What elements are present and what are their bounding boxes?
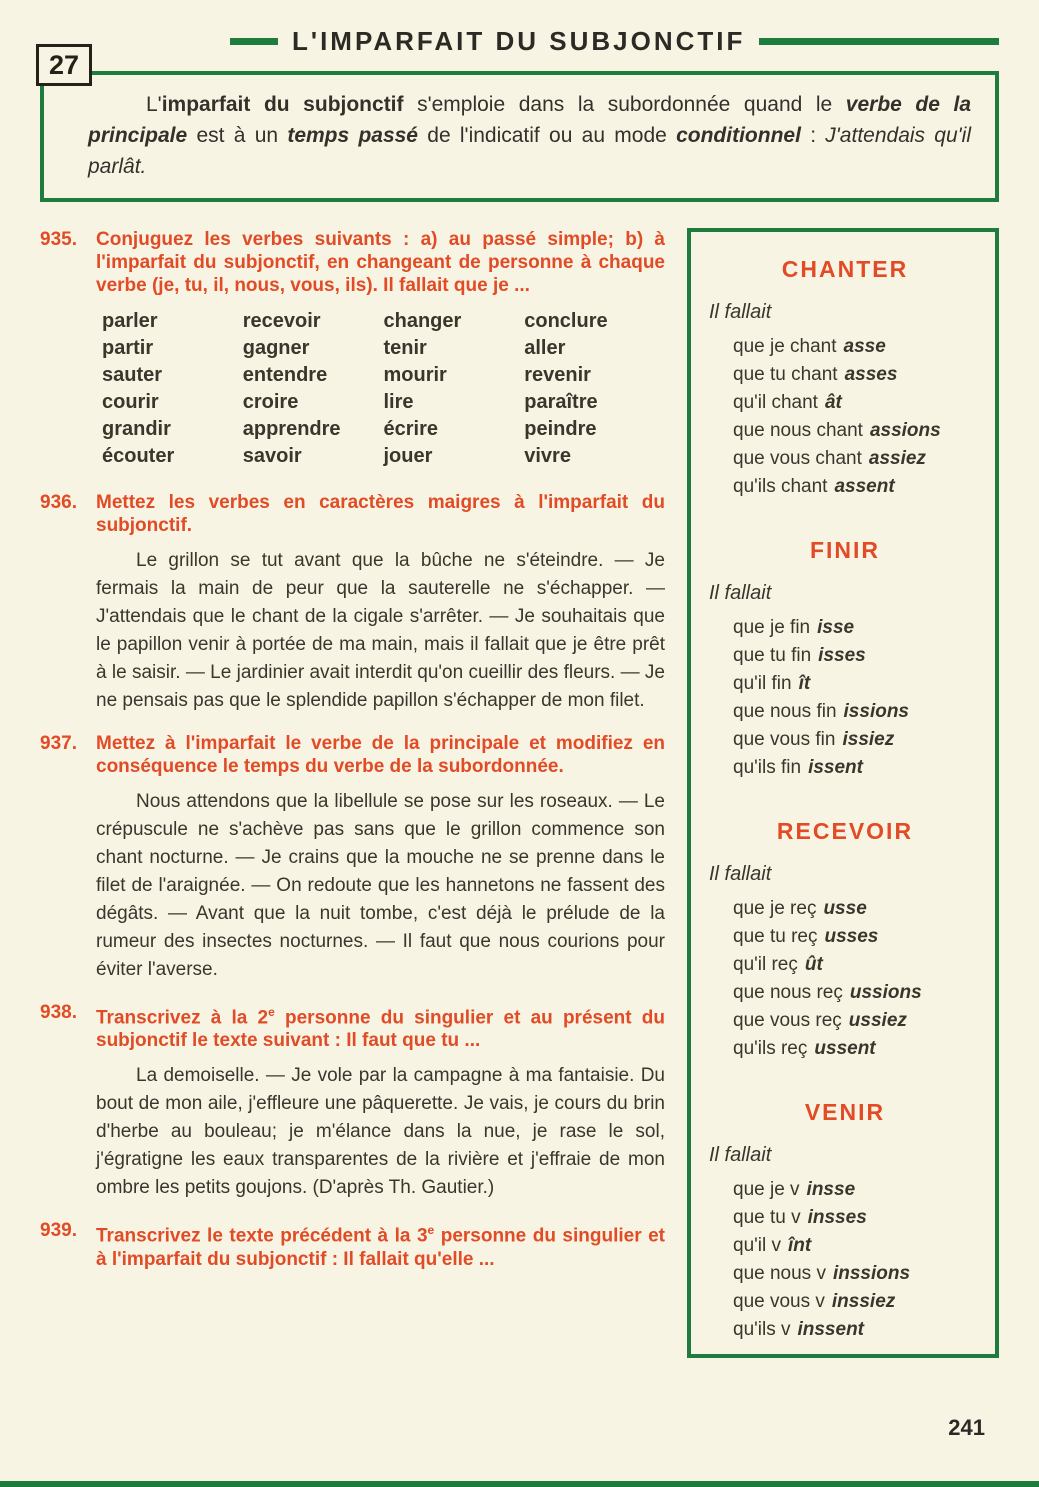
conjugation-stem: que nous v: [733, 1263, 826, 1284]
conjugation-title: FINIR: [809, 537, 881, 563]
intro-term: imparfait du subjonctif: [161, 93, 404, 116]
conjugation-stem: que je chant: [733, 336, 837, 357]
conjugation-lead: Il fallait: [709, 301, 772, 323]
conjugation-row: [709, 333, 981, 361]
conjugation-stem: qu'il reç: [733, 954, 798, 975]
conjugation-ending: usse: [823, 898, 867, 919]
conjugation-row: [709, 1260, 981, 1288]
exercise-937: [40, 732, 665, 984]
conjugation-stem: que vous fin: [733, 729, 836, 750]
lesson-rule-text: [88, 89, 971, 182]
exercise-number: 936.: [40, 492, 77, 513]
exercise-body: [96, 732, 665, 984]
conjugation-stem: que nous fin: [733, 701, 837, 722]
conjugation-lead: Il fallait: [709, 863, 772, 885]
conjugation-row: [709, 670, 981, 698]
conjugation-ending: ût: [804, 954, 823, 975]
conjugation-stem: qu'il v: [733, 1235, 781, 1256]
conjugation-stem: que je fin: [733, 617, 811, 638]
conjugation-row: [709, 1007, 981, 1035]
conjugation-stem: qu'ils chant: [733, 476, 828, 497]
conjugation-row: [709, 1035, 981, 1063]
conjugation-stem: que je reç: [733, 898, 817, 919]
verb: lire: [383, 391, 414, 413]
intro-em1: verbe de la principale: [88, 93, 971, 147]
conjugation-row: [709, 1232, 981, 1260]
conjugation-stem: que vous reç: [733, 1010, 842, 1031]
conjugation-row: [709, 698, 981, 726]
title-rule-right: [759, 38, 999, 45]
conjugation-stem: qu'il chant: [733, 392, 818, 413]
conjugation-row: [709, 445, 981, 473]
conjugation-stem: qu'ils fin: [733, 757, 802, 778]
lesson-number: 27: [48, 49, 80, 80]
conjugation-ending: ussions: [849, 982, 922, 1003]
conjugation-stem: que nous reç: [733, 982, 843, 1003]
conjugation-stem: que vous v: [733, 1291, 825, 1312]
exercise-body: [96, 228, 665, 474]
conjugation-row: [709, 614, 981, 642]
conjugation-stem: que tu reç: [733, 926, 818, 947]
exercise-body: [96, 1001, 665, 1202]
conjugation-stem: que je v: [733, 1179, 800, 1200]
conjugation-ending: assent: [834, 476, 895, 497]
exercise-instruction: Mettez les verbes en caractères maigres à l'imparfait du subjonctif.: [96, 492, 665, 536]
conjugation-table-chanter: [709, 256, 981, 501]
exercise-instruction: [96, 1219, 665, 1270]
verb: mourir: [383, 364, 447, 386]
conjugation-row: [709, 923, 981, 951]
ordinal-superscript: e: [268, 1005, 275, 1019]
page-body: [40, 228, 999, 1358]
conjugation-stem: que tu chant: [733, 364, 838, 385]
conjugation-stem: qu'il fin: [733, 673, 792, 694]
verb: parler: [102, 310, 158, 332]
intro-t4: :: [800, 124, 826, 147]
exercise-number: 939.: [40, 1220, 77, 1242]
conjugation-title: RECEVOIR: [776, 818, 914, 844]
verb: grandir: [102, 418, 171, 440]
verb: vivre: [524, 445, 571, 467]
conjugation-ending: ît: [798, 673, 811, 694]
exercise-number: 937.: [40, 733, 77, 754]
exercise-936: [40, 491, 665, 715]
lesson-number-badge: [36, 44, 92, 86]
conjugation-ending: asses: [844, 364, 898, 385]
verb: recevoir: [242, 310, 321, 332]
conjugation-row: [709, 417, 981, 445]
verb: tenir: [383, 337, 427, 359]
verb: courir: [102, 391, 159, 413]
verb: savoir: [242, 445, 302, 467]
conjugation-ending: insse: [806, 1179, 856, 1200]
conjugation-ending: assiez: [868, 448, 926, 469]
instruction-part: Transcrivez le texte précédent à la 3: [96, 1225, 428, 1247]
conjugation-row: [709, 895, 981, 923]
conjugation-title: VENIR: [804, 1099, 886, 1125]
exercises-column: [40, 228, 665, 1288]
bottom-rule: [0, 1481, 1039, 1487]
conjugation-lead: Il fallait: [709, 582, 772, 604]
conjugation-ending: inssiez: [831, 1291, 896, 1312]
verb: jouer: [383, 445, 433, 467]
intro-em3: conditionnel: [676, 124, 801, 147]
instruction-part: personne du singulier et à l'imparfait du subjonctif : Il fallait qu'elle ...: [96, 1225, 666, 1270]
exercise-instruction: Mettez à l'imparfait le verbe de la principale et modifiez en conséquence le temps du verbe de la subordonnée.: [96, 733, 665, 777]
exercise-text: Le grillon se tut avant que la bûche ne s'éteindre. — Je fermais la main de peur que la sauterelle ne s'échapper. — J'attendais que le chant de la cigale s'arrêter. — Je souhaitais que le papillon venir à portée de ma main, mais il fallait que je être prêt à le saisir. — Le jardinier avait interdit qu'on cueillir des fleurs. — Je ne pensais pas que le splendide papillon s'échapper de mon filet.: [96, 550, 665, 711]
ordinal-superscript: e: [427, 1223, 435, 1238]
exercise-text: La demoiselle. — Je vole par la campagne à ma fantaisie. Du bout de mon aile, j'effleure une pâquerette. Je vais, je cours du brin d'herbe au bouleau; je m'élance dans la nue, je rase le sol, j'égratigne les eaux transparentes de la rivière et j'effraie de mon ombre les petits goujons. (D'après Th. Gautier.): [96, 1065, 665, 1199]
conjugation-stem: que nous chant: [733, 420, 863, 441]
exercise-number: 935.: [40, 229, 77, 250]
verb: croire: [242, 391, 299, 413]
conjugation-stem: que vous chant: [733, 448, 862, 469]
conjugation-title: CHANTER: [781, 256, 909, 282]
conjugation-row: [709, 951, 981, 979]
title-rule-left: [230, 38, 278, 45]
conjugation-sidebar: [687, 228, 999, 1358]
verb: écouter: [102, 445, 175, 467]
verb: écrire: [383, 418, 438, 440]
conjugation-row: [709, 726, 981, 754]
conjugation-row: [709, 361, 981, 389]
exercise-number: 938.: [40, 1002, 77, 1023]
conjugation-ending: insses: [807, 1207, 867, 1228]
conjugation-row: [709, 473, 981, 501]
conjugation-row: [709, 642, 981, 670]
exercise-938: [40, 1001, 665, 1202]
conjugation-stem: que tu v: [733, 1207, 801, 1228]
lesson-rule-box: [40, 71, 999, 202]
conjugation-row: [709, 389, 981, 417]
conjugation-row: [709, 1176, 981, 1204]
conjugation-ending: isse: [817, 617, 855, 638]
conjugation-ending: issent: [808, 757, 863, 778]
verb: revenir: [524, 364, 591, 386]
conjugation-stem: que tu fin: [733, 645, 812, 666]
verb: gagner: [242, 337, 310, 359]
conjugation-ending: assions: [869, 420, 941, 441]
conjugation-row: [709, 1316, 981, 1344]
conjugation-row: [709, 1204, 981, 1232]
intro-lead: L': [146, 93, 162, 116]
verb: paraître: [524, 391, 598, 413]
conjugation-ending: ussent: [814, 1038, 876, 1059]
exercise-instruction: Conjuguez les verbes suivants : a) au passé simple; b) à l'imparfait du subjonctif, en changeant de personne à chaque verbe (je, tu, il, nous, vous, ils). Il fallait que je ...: [96, 229, 665, 296]
exercise-935: [40, 228, 665, 474]
conjugation-table-venir: [709, 1099, 981, 1344]
page-header: [230, 26, 999, 57]
intro-t1: s'emploie dans la subordonnée quand le: [403, 93, 846, 116]
conjugation-table-recevoir: [709, 818, 981, 1063]
conjugation-ending: inssions: [832, 1263, 911, 1284]
conjugation-stem: qu'ils v: [733, 1319, 791, 1340]
verb: conclure: [524, 310, 608, 332]
conjugation-ending: inssent: [797, 1319, 865, 1340]
conjugation-stem: qu'ils reç: [733, 1038, 808, 1059]
intro-em2: temps passé: [287, 124, 418, 147]
intro-example: J'attendais qu'il parlât.: [88, 124, 972, 178]
instruction-part: personne du singulier et au présent du subjonctif le texte suivant : Il faut que tu ...: [96, 1007, 665, 1052]
verb: apprendre: [242, 418, 341, 440]
conjugation-table-finir: [709, 537, 981, 782]
conjugation-ending: ât: [824, 392, 842, 413]
intro-t3: de l'indicatif ou au mode: [418, 124, 677, 147]
conjugation-ending: înt: [787, 1235, 812, 1256]
conjugation-ending: asse: [843, 336, 886, 357]
page-number: 241: [948, 1415, 985, 1440]
conjugation-ending: issiez: [842, 729, 895, 750]
conjugation-row: [709, 754, 981, 782]
verb: changer: [383, 310, 462, 332]
verb: partir: [102, 337, 154, 359]
exercise-body: [96, 1219, 665, 1270]
verb: entendre: [242, 364, 328, 386]
exercise-instruction: [96, 1001, 665, 1052]
verb: peindre: [524, 418, 597, 440]
conjugation-row: [709, 1288, 981, 1316]
exercise-body: [96, 491, 665, 715]
intro-t2: est à un: [187, 124, 288, 147]
verb: sauter: [102, 364, 163, 386]
conjugation-ending: isses: [818, 645, 866, 666]
conjugation-row: [709, 979, 981, 1007]
conjugation-ending: issions: [843, 701, 910, 722]
conjugation-ending: ussiez: [848, 1010, 907, 1031]
exercise-text: Nous attendons que la libellule se pose sur les roseaux. — Le crépuscule ne s'achève pas sans que le grillon commence son chant nocturne. — Je crains que la mouche ne se prenne dans le filet de l'araignée. — On redoute que les hannetons ne fassent des dégâts. — Avant que la nuit tombe, c'est déjà le prélude de la rumeur des insectes nocturnes. — Il faut que nous courions pour éviter l'averse.: [96, 791, 665, 980]
exercise-939: [40, 1219, 665, 1270]
conjugation-lead: Il fallait: [709, 1144, 772, 1166]
verb: aller: [524, 337, 566, 359]
instruction-part: Transcrivez à la 2: [96, 1007, 269, 1029]
conjugation-ending: usses: [824, 926, 879, 947]
page-title: L'IMPARFAIT DU SUBJONCTIF: [292, 26, 746, 56]
verb-list: [102, 310, 665, 472]
